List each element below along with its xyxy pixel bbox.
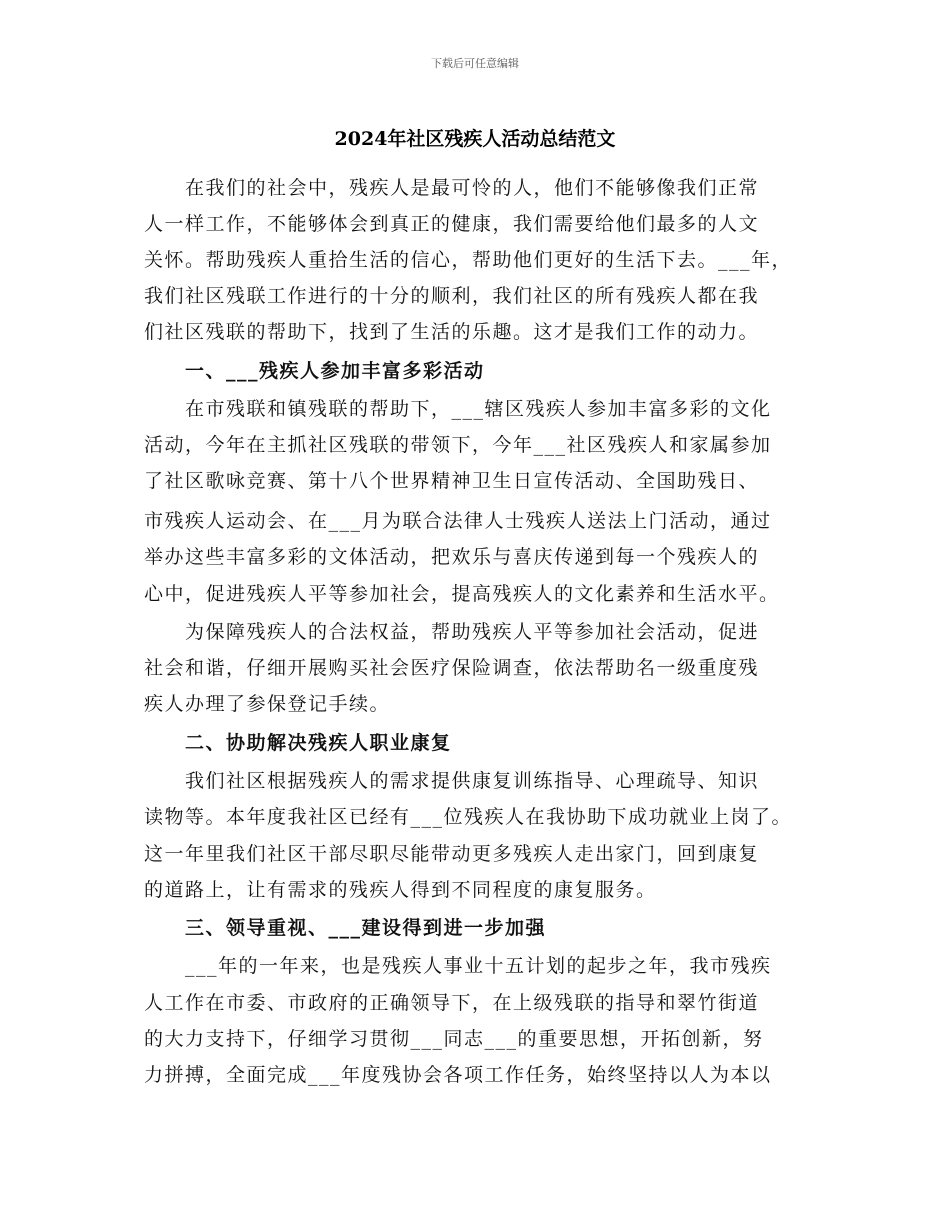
body-line: 我们社区根据残疾人的需求提供康复训练指导、心理疏导、知识 <box>144 770 760 792</box>
body-line: 这一年里我们社区干部尽职尽能带动更多残疾人走出家门，回到康复 <box>144 843 760 865</box>
header-note: 下载后可任意编辑 <box>431 57 519 70</box>
section-heading: 一、___残疾人参加丰富多彩活动 <box>144 360 485 382</box>
body-line: 力拼搏，全面完成___年度残协会各项工作任务，始终坚持以人为本以 <box>144 1064 772 1086</box>
body-line: 人一样工作，不能够体会到真正的健康，我们需要给他们最多的人文 <box>144 213 760 235</box>
body-line: 社会和谐，仔细开展购买社会医疗保险调查，依法帮助名一级重度残 <box>144 657 760 679</box>
body-line: 的大力支持下，仔细学习贯彻___同志___的重要思想，开拓创新，努 <box>144 1028 764 1050</box>
body-line: 市残疾人运动会、在___月为联合法律人士残疾人送法上门活动，通过 <box>144 510 772 532</box>
body-line: 在我们的社会中，残疾人是最可怜的人，他们不能够像我们正常 <box>144 177 760 199</box>
body-line: 心中，促进残疾人平等参加社会，提高残疾人的文化素养和生活水平。 <box>144 583 780 605</box>
body-line: 举办这些丰富多彩的文体活动，把欢乐与喜庆传递到每一个残疾人的 <box>144 546 760 568</box>
body-line: 在市残联和镇残联的帮助下，___辖区残疾人参加丰富多彩的文化 <box>144 398 772 420</box>
body-line: 们社区残联的帮助下，找到了生活的乐趣。这才是我们工作的动力。 <box>144 321 760 343</box>
body-line: 为保障残疾人的合法权益，帮助残疾人平等参加社会活动，促进 <box>144 621 760 643</box>
document-title: 2024年社区残疾人活动总结范文 <box>334 128 616 150</box>
section-heading: 二、协助解决残疾人职业康复 <box>144 732 452 754</box>
section-heading: 三、领导重视、___建设得到进一步加强 <box>144 917 547 939</box>
body-line: 活动，今年在主抓社区残联的带领下，今年___社区残疾人和家属参加 <box>144 434 772 456</box>
body-line: 了社区歌咏竞赛、第十八个世界精神卫生日宣传活动、全国助残日、 <box>144 470 760 492</box>
body-line: 我们社区残联工作进行的十分的顺利，我们社区的所有残疾人都在我 <box>144 285 760 307</box>
body-line: 的道路上，让有需求的残疾人得到不同程度的康复服务。 <box>144 879 657 901</box>
body-line: 读物等。本年度我社区已经有___位残疾人在我协助下成功就业上岗了。 <box>144 806 793 828</box>
body-line: 疾人办理了参保登记手续。 <box>144 693 391 715</box>
body-line: ___年的一年来，也是残疾人事业十五计划的起步之年，我市残疾 <box>144 955 772 977</box>
body-line: 人工作在市委、市政府的正确领导下，在上级残联的指导和翠竹街道 <box>144 992 760 1014</box>
body-line: 关怀。帮助残疾人重拾生活的信心，帮助他们更好的生活下去。___年， <box>144 249 793 271</box>
